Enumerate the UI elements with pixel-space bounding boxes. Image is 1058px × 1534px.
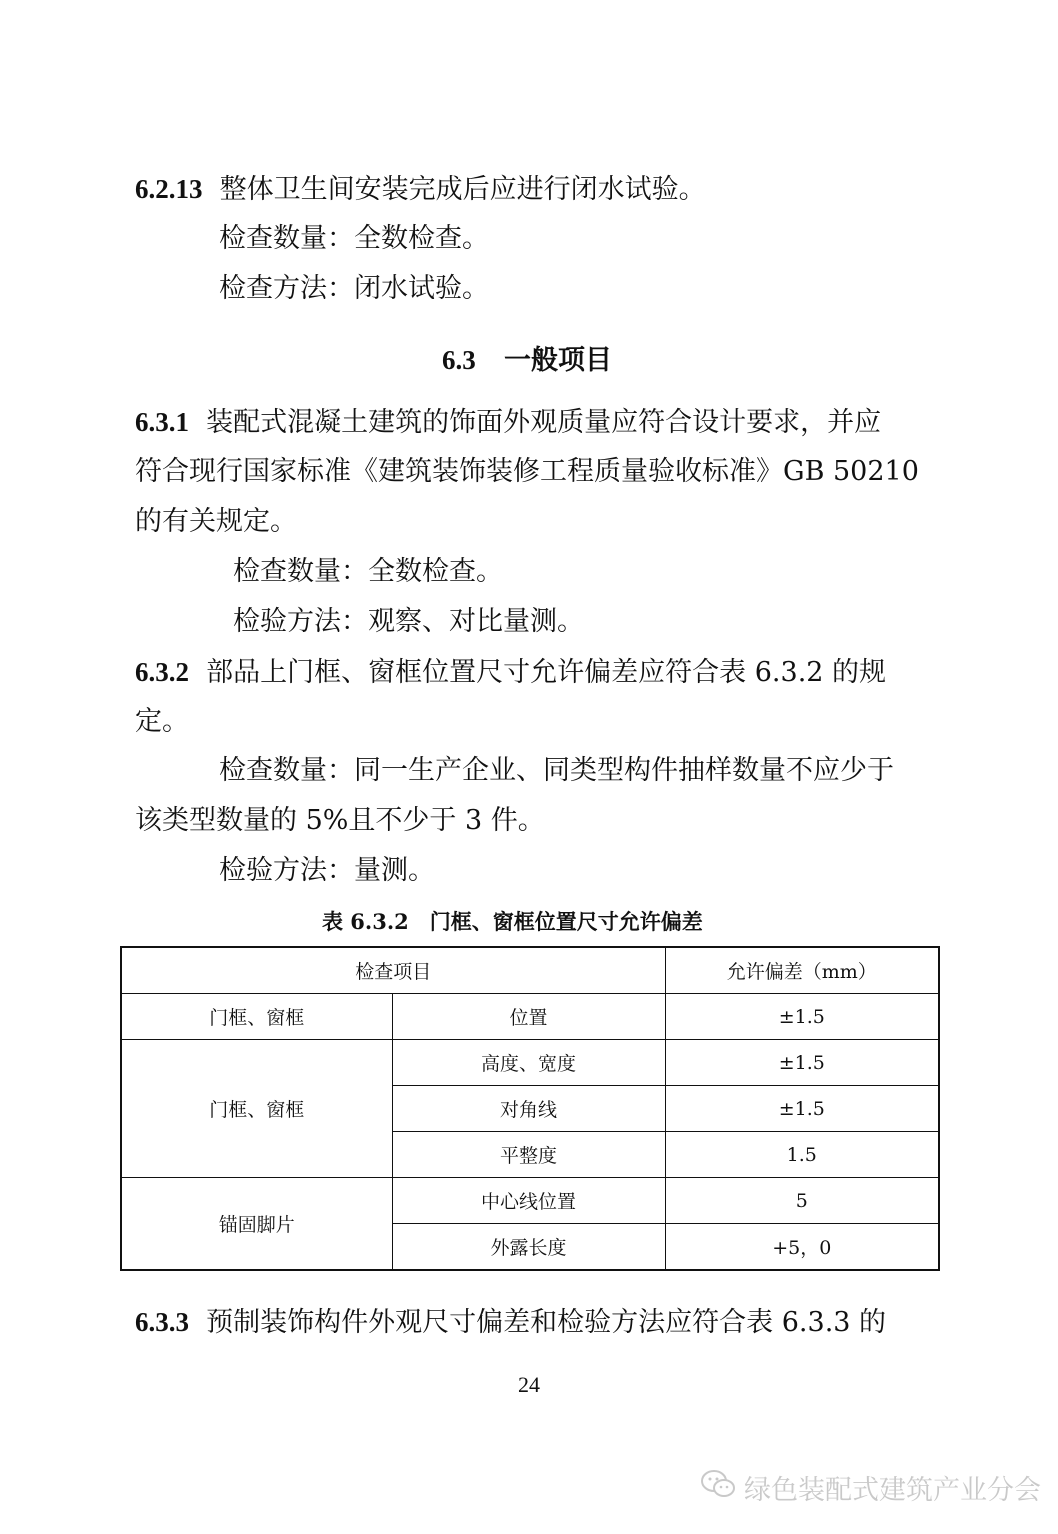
item-cell: 对角线 xyxy=(392,1086,665,1132)
section-number: 6.3 xyxy=(442,345,476,375)
deviation-cell: 5 xyxy=(665,1178,939,1224)
inspection-quantity: 检查数量：全数检查。 xyxy=(233,556,503,587)
inspection-method: 检验方法：量测。 xyxy=(219,855,435,886)
item-cell: 位置 xyxy=(392,994,665,1040)
clause-6-2-13 xyxy=(135,172,706,207)
table-row xyxy=(121,1040,939,1086)
section-heading xyxy=(442,338,612,377)
table-row xyxy=(121,1178,939,1224)
inspection-quantity: 检查数量：全数检查。 xyxy=(219,223,489,254)
clause-number: 6.2.13 xyxy=(135,174,203,204)
header-allowed-deviation: 允许偏差（mm） xyxy=(665,947,939,994)
item-cell: 外露长度 xyxy=(392,1224,665,1271)
clause-6-3-1 xyxy=(135,405,881,440)
inspection-quantity: 检查数量：同一生产企业、同类型构件抽样数量不应少于 xyxy=(219,755,894,786)
deviation-cell: +5，0 xyxy=(665,1224,939,1271)
clause-6-3-2 xyxy=(135,655,886,690)
clause-text: 部品上门框、窗框位置尺寸允许偏差应符合表 6.3.2 的规 xyxy=(206,657,887,688)
deviation-table xyxy=(120,946,940,1271)
group-cell: 门框、窗框 xyxy=(121,994,392,1040)
clause-text: 装配式混凝土建筑的饰面外观质量应符合设计要求，并应 xyxy=(206,407,882,438)
table-caption: 表 6.3.2 门框、窗框位置尺寸允许偏差 xyxy=(322,909,703,934)
group-cell: 锚固脚片 xyxy=(121,1178,392,1271)
header-inspection-item: 检查项目 xyxy=(121,947,665,994)
clause-text-line: 定。 xyxy=(135,706,189,737)
item-cell: 平整度 xyxy=(392,1132,665,1178)
item-cell: 中心线位置 xyxy=(392,1178,665,1224)
page-number: 24 xyxy=(518,1372,540,1397)
group-cell: 门框、窗框 xyxy=(121,1040,392,1178)
table-row xyxy=(121,994,939,1040)
clause-text-line: 的有关规定。 xyxy=(135,506,297,537)
watermark-text: 绿色装配式建筑产业分会 xyxy=(744,1475,1041,1506)
wechat-icon xyxy=(700,1469,736,1506)
clause-text: 预制装饰构件外观尺寸偏差和检验方法应符合表 6.3.3 的 xyxy=(206,1307,887,1338)
clause-text-line: 符合现行国家标准《建筑装饰装修工程质量验收标准》GB 50210 xyxy=(135,456,919,487)
item-cell: 高度、宽度 xyxy=(392,1040,665,1086)
section-title: 一般项目 xyxy=(503,345,612,376)
deviation-cell: ±1.5 xyxy=(665,1040,939,1086)
inspection-method: 检验方法：观察、对比量测。 xyxy=(233,606,584,637)
deviation-cell: 1.5 xyxy=(665,1132,939,1178)
table-header-row xyxy=(121,947,939,994)
deviation-cell: ±1.5 xyxy=(665,994,939,1040)
clause-number: 6.3.2 xyxy=(135,657,189,687)
inspection-quantity-cont: 该类型数量的 5%且不少于 3 件。 xyxy=(135,805,545,836)
watermark xyxy=(700,1468,1041,1507)
clause-6-3-3 xyxy=(135,1305,886,1340)
inspection-method: 检查方法：闭水试验。 xyxy=(219,273,489,304)
deviation-cell: ±1.5 xyxy=(665,1086,939,1132)
clause-number: 6.3.1 xyxy=(135,407,189,437)
clause-text: 整体卫生间安装完成后应进行闭水试验。 xyxy=(219,174,706,205)
clause-number: 6.3.3 xyxy=(135,1307,189,1337)
